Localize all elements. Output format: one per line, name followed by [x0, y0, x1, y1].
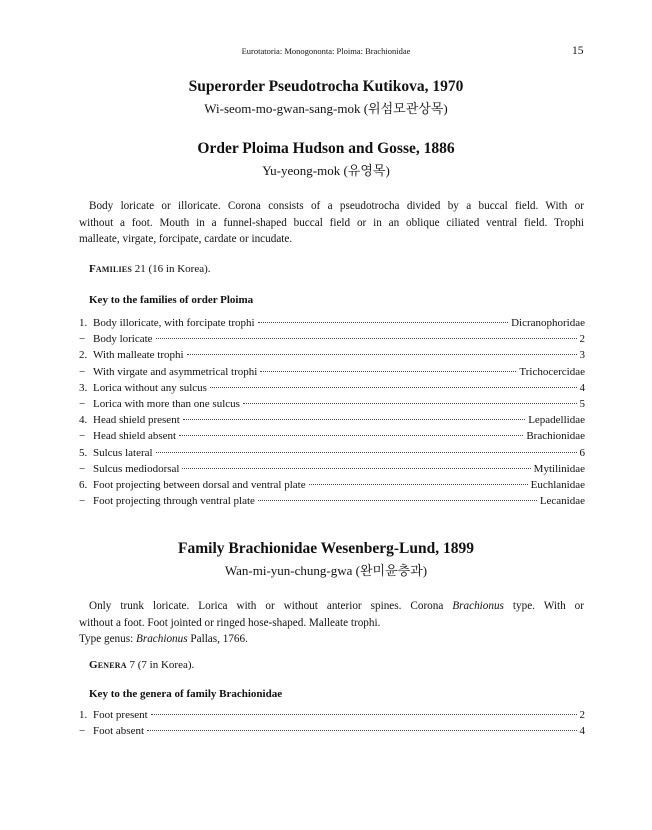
family-key-row [79, 725, 585, 741]
leader-dots [179, 435, 523, 436]
order-key-row [79, 317, 585, 333]
order-key-row [79, 463, 585, 479]
couplet-target: 2 [579, 333, 585, 346]
couplet-text: Foot projecting through ventral plate [93, 495, 255, 508]
couplet-number: − [79, 365, 86, 378]
leader-dots [182, 468, 530, 469]
genera-label: Genera [89, 659, 127, 671]
couplet-text: Lorica with more than one sulcus [93, 397, 240, 410]
page-number: 15 [572, 45, 584, 57]
order-description-line-1: Body loricate or illoricate. Corona consists of a pseudotrocha divided by a buccal field. With or [89, 200, 584, 212]
leader-dots [243, 403, 577, 404]
family-description-line-1: Only trunk loricate. Lorica with or without anterior spines. Corona Brachionus type. With or [89, 600, 584, 612]
couplet-target: Dicranophoridae [511, 317, 585, 329]
order-key-row [79, 447, 585, 463]
family-description [79, 598, 584, 648]
order-key-row [79, 495, 585, 511]
order-key-row [79, 430, 585, 446]
couplet-target: Brachionidae [526, 430, 585, 443]
superorder-title: Superorder Pseudotrocha Kutikova, 1970 [188, 78, 464, 95]
couplet-target: 4 [579, 381, 585, 394]
couplet-target: Mytilinidae [533, 462, 585, 475]
families-label: Families [89, 263, 132, 275]
couplet-target: Trichocercidae [519, 365, 585, 378]
family-key-title: Key to the genera of family Brachionidae [89, 688, 283, 700]
family-key-list [79, 709, 585, 741]
leader-dots [309, 484, 528, 485]
leader-dots [210, 387, 577, 388]
couplet-number: 6. [79, 478, 88, 491]
couplet-target: 2 [579, 709, 585, 721]
order-key-list [79, 317, 585, 511]
order-key-row [79, 333, 585, 349]
leader-dots [258, 500, 537, 501]
order-key-row [79, 349, 585, 365]
family-key-row [79, 709, 585, 725]
order-title: Order Ploima Hudson and Gosse, 1886 [197, 140, 455, 157]
couplet-text: Foot projecting between dorsal and ventral plate [93, 478, 306, 491]
couplet-target: Lepadellidae [528, 414, 585, 427]
leader-dots [258, 322, 508, 323]
families-value: 21 (16 in Korea). [134, 263, 211, 275]
couplet-text: Sulcus mediodorsal [93, 462, 180, 475]
order-description [79, 198, 584, 248]
leader-dots [187, 354, 577, 355]
order-key-row [79, 382, 585, 398]
leader-dots [156, 338, 577, 339]
leader-dots [183, 419, 525, 420]
leader-dots [260, 371, 516, 372]
couplet-number: 3. [79, 381, 88, 394]
couplet-number: − [79, 430, 86, 443]
couplet-text: Sulcus lateral [93, 446, 153, 459]
couplet-number: − [79, 333, 86, 346]
couplet-number: − [79, 462, 86, 475]
couplet-number: − [79, 397, 86, 410]
order-korean-name: Yu-yeong-mok (유영목) [262, 163, 390, 178]
couplet-text: Head shield absent [93, 430, 177, 443]
couplet-text: Lorica without any sulcus [93, 381, 207, 394]
couplet-number: − [79, 725, 86, 738]
order-key-row [79, 414, 585, 430]
superorder-korean-name: Wi-seom-mo-gwan-sang-mok (위섬모관상목) [204, 101, 448, 116]
family-korean-name: Wan-mi-yun-chung-gwa (완미윤충과) [224, 563, 428, 578]
couplet-text: Foot present [93, 709, 148, 721]
couplet-text: Body illoricate, with forcipate trophi [93, 317, 255, 329]
couplet-target: 4 [579, 725, 585, 738]
couplet-number: 4. [79, 414, 88, 427]
couplet-text: Foot absent [93, 725, 145, 738]
couplet-target: Lecanidae [539, 495, 585, 508]
order-key-row [79, 398, 585, 414]
couplet-text: Head shield present [93, 414, 180, 427]
couplet-target: 6 [579, 446, 585, 459]
family-title: Family Brachionidae Wesenberg-Lund, 1899 [178, 540, 474, 557]
family-description-line-2: without a foot. Foot jointed or ringed hose-shaped. Malleate trophi. [79, 616, 381, 629]
order-key-title: Key to the families of order Ploima [89, 294, 254, 306]
order-description-line-2: without a foot. Mouth in a funnel-shaped buccal field or in an oblique ciliated ventral field. Trophi [79, 216, 584, 229]
order-description-line-3: malleate, virgate, forcipate, cardate or incudate. [79, 233, 293, 245]
families-count [89, 263, 211, 275]
genera-count [89, 659, 194, 671]
couplet-text: With malleate trophi [93, 349, 184, 362]
couplet-number: 1. [79, 317, 88, 329]
couplet-target: 5 [579, 397, 585, 410]
leader-dots [147, 730, 576, 731]
genera-value: 7 (7 in Korea). [129, 659, 195, 671]
couplet-number: 2. [79, 349, 88, 362]
couplet-number: − [79, 495, 86, 508]
type-genus: Type genus: Brachionus Pallas, 1766. [79, 633, 248, 645]
couplet-text: With virgate and asymmetrical trophi [93, 365, 258, 378]
couplet-number: 1. [79, 709, 88, 721]
running-head: Eurotatoria: Monogononta: Ploima: Brachionidae [241, 46, 411, 56]
order-key-row [79, 366, 585, 382]
couplet-target: 3 [579, 349, 585, 362]
couplet-target: Euchlanidae [530, 478, 585, 491]
couplet-text: Body loricate [93, 333, 153, 346]
couplet-number: 5. [79, 446, 88, 459]
leader-dots [156, 452, 577, 453]
order-key-row [79, 479, 585, 495]
leader-dots [151, 714, 577, 715]
